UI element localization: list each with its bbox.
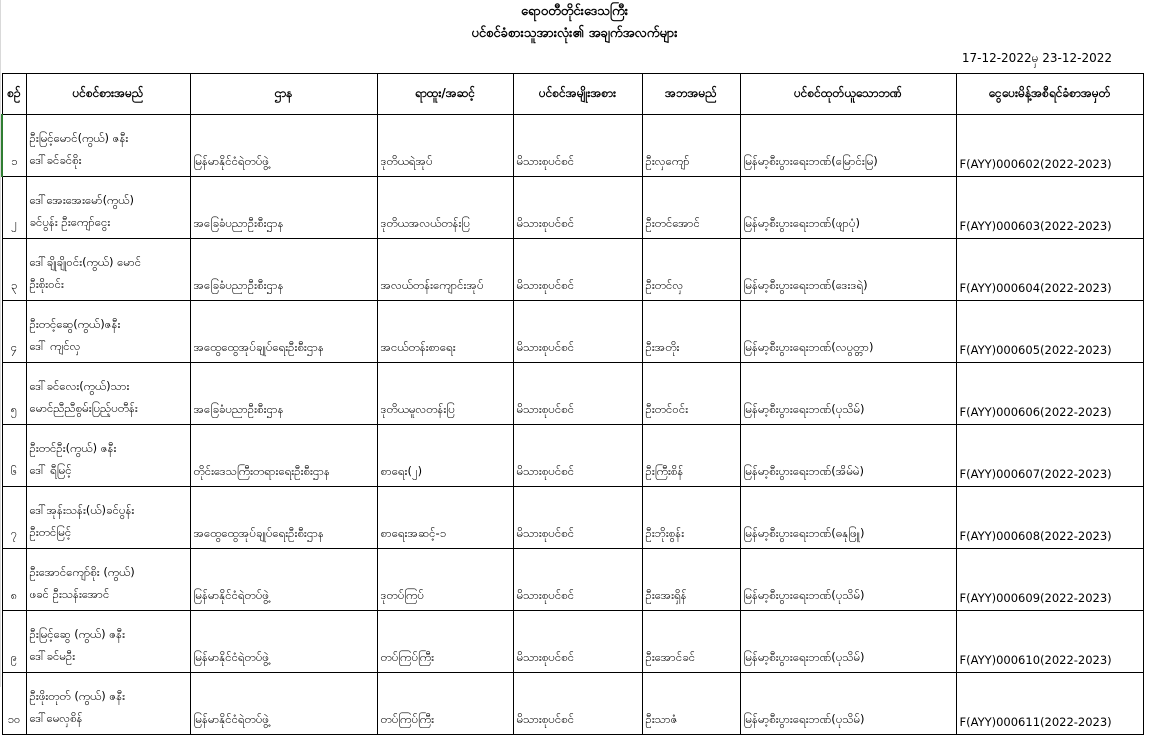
date-range: 17-12-2022မှ 23-12-2022 — [961, 51, 1112, 65]
cell-bank[interactable]: မြန်မာ့စီးပွားရေးဘဏ်(ဓနုဖြူ) — [740, 487, 956, 549]
name-line2: ဒေါ် ရီမြင့် — [29, 463, 72, 477]
table-row — [2, 177, 1143, 239]
cell-father-name[interactable]: ဦးလှကျော် — [642, 115, 740, 177]
cell-bank[interactable]: မြန်မာ့စီးပွားရေးဘဏ်(ဖျာပုံ) — [740, 177, 956, 239]
cell-pension-type[interactable]: မိသားစုပင်စင် — [513, 239, 642, 301]
header-rank[interactable]: ရာထူး/အဆင့် — [377, 74, 513, 115]
cell-license[interactable]: F(AYY)000607(2022-2023) — [956, 425, 1143, 487]
name-line1: ဒေါ်အုန်းသန်း(ယ်)ခင်ပွန်း — [29, 503, 135, 517]
cell-bank[interactable]: မြန်မာ့စီးပွားရေးဘဏ်(အိမ်မဲ) — [740, 425, 956, 487]
cell-father-name[interactable]: ဦးဘိုးစွန်း — [642, 487, 740, 549]
name-line2: ခင်ပွန်း ဦးကျော်ငွေး — [29, 215, 111, 229]
cell-license[interactable]: F(AYY)000605(2022-2023) — [956, 301, 1143, 363]
header-license[interactable]: ငွေပေးမိန့်အစီရင်ခံစာအမှတ် — [956, 74, 1143, 115]
cell-department[interactable]: အခြေခံပညာဦးစီးဌာန — [190, 363, 377, 425]
cell-department[interactable]: အခြေခံပညာဦးစီးဌာန — [190, 177, 377, 239]
table-row — [2, 611, 1143, 673]
name-line2: ဒေါ်မေလှစိန် — [29, 711, 83, 725]
cell-license[interactable]: F(AYY)000603(2022-2023) — [956, 177, 1143, 239]
cell-license[interactable]: F(AYY)000609(2022-2023) — [956, 549, 1143, 611]
cell-bank[interactable]: မြန်မာ့စီးပွားရေးဘဏ်(ပုသိမ်) — [740, 673, 956, 735]
cell-name[interactable] — [26, 301, 190, 363]
cell-father-name[interactable]: ဦးအေးရှိန် — [642, 549, 740, 611]
cell-rank[interactable]: စာရေးအဆင့်-၁ — [377, 487, 513, 549]
name-line2: ဦးစိုး၀င်း — [29, 277, 64, 291]
cell-bank[interactable]: မြန်မာ့စီးပွားရေးဘဏ်(ဒေးဒရဲ) — [740, 239, 956, 301]
cell-pension-type[interactable]: မိသားစုပင်စင် — [513, 363, 642, 425]
cell-license[interactable]: F(AYY)000608(2022-2023) — [956, 487, 1143, 549]
cell-name[interactable] — [26, 549, 190, 611]
table-row — [2, 487, 1143, 549]
cell-pension-type[interactable]: မိသားစုပင်စင် — [513, 115, 642, 177]
cell-name[interactable] — [26, 425, 190, 487]
table-row — [2, 549, 1143, 611]
cell-pension-type[interactable]: မိသားစုပင်စင် — [513, 301, 642, 363]
cell-license[interactable]: F(AYY)000611(2022-2023) — [956, 673, 1143, 735]
cell-department[interactable]: မြန်မာနိုင်ငံရဲတပ်ဖွဲ့ — [190, 673, 377, 735]
cell-father-name[interactable]: ဦးအတိုး — [642, 301, 740, 363]
header-name[interactable]: ပင်စင်စားအမည် — [26, 74, 190, 115]
cell-no[interactable]: ၁ — [2, 115, 26, 177]
table-row — [2, 239, 1143, 301]
cell-no[interactable]: ၁၀ — [2, 673, 26, 735]
cell-rank[interactable]: ဒုတိယရဲအုပ် — [377, 115, 513, 177]
cell-license[interactable]: F(AYY)000604(2022-2023) — [956, 239, 1143, 301]
cell-no[interactable]: ၆ — [2, 425, 26, 487]
cell-no[interactable]: ၉ — [2, 611, 26, 673]
cell-rank[interactable]: အလယ်တန်းကျောင်းအုပ် — [377, 239, 513, 301]
name-line1: ဦးတင့်ဆွေ(ကွယ်)ဇနီး — [29, 317, 121, 331]
table-row — [2, 673, 1143, 735]
cell-name[interactable] — [26, 177, 190, 239]
cell-license[interactable]: F(AYY)000602(2022-2023) — [956, 115, 1143, 177]
cell-pension-type[interactable]: မိသားစုပင်စင် — [513, 425, 642, 487]
name-line2: မောင်ညီညီစွမ်းပြည့်ပတီန်း — [29, 401, 138, 415]
table-row — [2, 363, 1143, 425]
name-line2: ဒေါ်ခင်မဦး — [29, 649, 76, 663]
cell-pension-type[interactable]: မိသားစုပင်စင် — [513, 549, 642, 611]
name-line1: ဦးမြင့်ဆွေ (ကွယ်) ဇနီး — [29, 627, 126, 641]
cell-name[interactable] — [26, 115, 190, 177]
cell-bank[interactable]: မြန်မာ့စီးပွားရေးဘဏ်(ပုသိမ်) — [740, 611, 956, 673]
cell-pension-type[interactable]: မိသားစုပင်စင် — [513, 673, 642, 735]
name-line2: ဖခင် ဦးသန်းအောင် — [29, 587, 110, 601]
table-row — [2, 425, 1143, 487]
cell-department[interactable]: အထွေထွေအုပ်ချုပ်ရေးဦးစီးဌာန — [190, 301, 377, 363]
name-line1: ဦးမြင့်မောင်(ကွယ်) ဇနီး — [29, 131, 129, 145]
cell-no[interactable]: ၅ — [2, 363, 26, 425]
cell-no[interactable]: ၈ — [2, 549, 26, 611]
cell-father-name[interactable]: ဦးတင်လှ — [642, 239, 740, 301]
cell-name[interactable] — [26, 363, 190, 425]
cell-rank[interactable]: တပ်ကြပ်ကြီး — [377, 611, 513, 673]
name-line2: ဦးတင်မြင့် — [29, 525, 72, 539]
cell-father-name[interactable]: ဦးတင်၀င်း — [642, 363, 740, 425]
cell-name[interactable] — [26, 611, 190, 673]
cell-rank[interactable]: ဒုတပ်ကြပ် — [377, 549, 513, 611]
name-line2: ဒေါ်ခင်ခင်စိုး — [29, 153, 82, 167]
header-no[interactable]: စဉ် — [2, 74, 26, 115]
header-row — [2, 74, 1143, 115]
cell-bank[interactable]: မြန်မာ့စီးပွားရေးဘဏ်(လပွတ္တာ) — [740, 301, 956, 363]
table-row — [2, 301, 1143, 363]
cell-department[interactable]: တိုင်းဒေသကြီးတရားရေးဦးစီးဌာန — [190, 425, 377, 487]
cell-rank[interactable]: ဒုတိယအလယ်တန်းပြ — [377, 177, 513, 239]
table-row — [2, 115, 1143, 177]
cell-name[interactable] — [26, 673, 190, 735]
cell-department[interactable]: အထွေထွေအုပ်ချုပ်ရေးဦးစီးဌာန — [190, 487, 377, 549]
cell-rank[interactable]: အငယ်တန်းစာရေး — [377, 301, 513, 363]
pensioner-table — [1, 73, 1144, 735]
name-line1: ဒေါ်ချိုချို၀င်း(ကွယ်) မောင် — [29, 255, 142, 269]
cell-bank[interactable]: မြန်မာ့စီးပွားရေးဘဏ်(ပုသိမ်) — [740, 363, 956, 425]
cell-department[interactable]: မြန်မာနိုင်ငံရဲတပ်ဖွဲ့ — [190, 115, 377, 177]
cell-father-name[interactable]: ဦးတင်အောင် — [642, 177, 740, 239]
cell-rank[interactable]: စာရေး(၂) — [377, 425, 513, 487]
cell-department[interactable]: မြန်မာနိုင်ငံရဲတပ်ဖွဲ့ — [190, 549, 377, 611]
header-father-name[interactable]: အဘအမည် — [642, 74, 740, 115]
header-pension-type[interactable]: ပင်စင်အမျိုးအစား — [513, 74, 642, 115]
cell-name[interactable] — [26, 239, 190, 301]
cell-pension-type[interactable]: မိသားစုပင်စင် — [513, 487, 642, 549]
header-department[interactable]: ဌာန — [190, 74, 377, 115]
name-line1: ဒေါ်ခင်လေး(ကွယ်)သား — [29, 379, 130, 393]
name-line2: ဒေါ် ကျင်လှ — [29, 339, 81, 353]
name-line1: ဦးဖိုးတုတ် (ကွယ်) ဇနီး — [29, 689, 126, 703]
cell-father-name[interactable]: ဦးအောင်ခင် — [642, 611, 740, 673]
cell-department[interactable]: အခြေခံပညာဦးစီးဌာန — [190, 239, 377, 301]
cell-department[interactable]: မြန်မာနိုင်ငံရဲတပ်ဖွဲ့ — [190, 611, 377, 673]
name-line1: ဦးအောင်ကျော်စိုး (ကွယ်) — [29, 565, 135, 579]
cell-no[interactable]: ၃ — [2, 239, 26, 301]
cell-father-name[interactable]: ဦးကြီးစိန် — [642, 425, 740, 487]
name-line1: ဒေါ်အေးအေးမော်(ကွယ်) — [29, 193, 134, 207]
cell-name[interactable] — [26, 487, 190, 549]
cell-father-name[interactable]: ဦးသာဇံ — [642, 673, 740, 735]
cell-pension-type[interactable]: မိသားစုပင်စင် — [513, 611, 642, 673]
cell-bank[interactable]: မြန်မာ့စီးပွားရေးဘဏ်(မြောင်းမြ) — [740, 115, 956, 177]
header-bank[interactable]: ပင်စင်ထုတ်ယူသောဘဏ် — [740, 74, 956, 115]
name-line1: ဦးတင်ဦး(ကွယ်) ဇနီး — [29, 441, 117, 455]
cell-bank[interactable]: မြန်မာ့စီးပွားရေးဘဏ်(ပုသိမ်) — [740, 549, 956, 611]
cell-no[interactable]: ၂ — [2, 177, 26, 239]
cell-no[interactable]: ၄ — [2, 301, 26, 363]
cell-rank[interactable]: ဒုတိယမူလတန်းပြ — [377, 363, 513, 425]
document-subtitle: ပင်စင်ခံစားသူအားလုံး၏ အချက်အလက်များ — [471, 26, 678, 41]
cell-license[interactable]: F(AYY)000606(2022-2023) — [956, 363, 1143, 425]
document-title: ရော၀တီတိုင်းဒေသကြီး — [520, 4, 629, 19]
cell-pension-type[interactable]: မိသားစုပင်စင် — [513, 177, 642, 239]
cell-no[interactable]: ၇ — [2, 487, 26, 549]
cell-license[interactable]: F(AYY)000610(2022-2023) — [956, 611, 1143, 673]
cell-rank[interactable]: တပ်ကြပ်ကြီး — [377, 673, 513, 735]
